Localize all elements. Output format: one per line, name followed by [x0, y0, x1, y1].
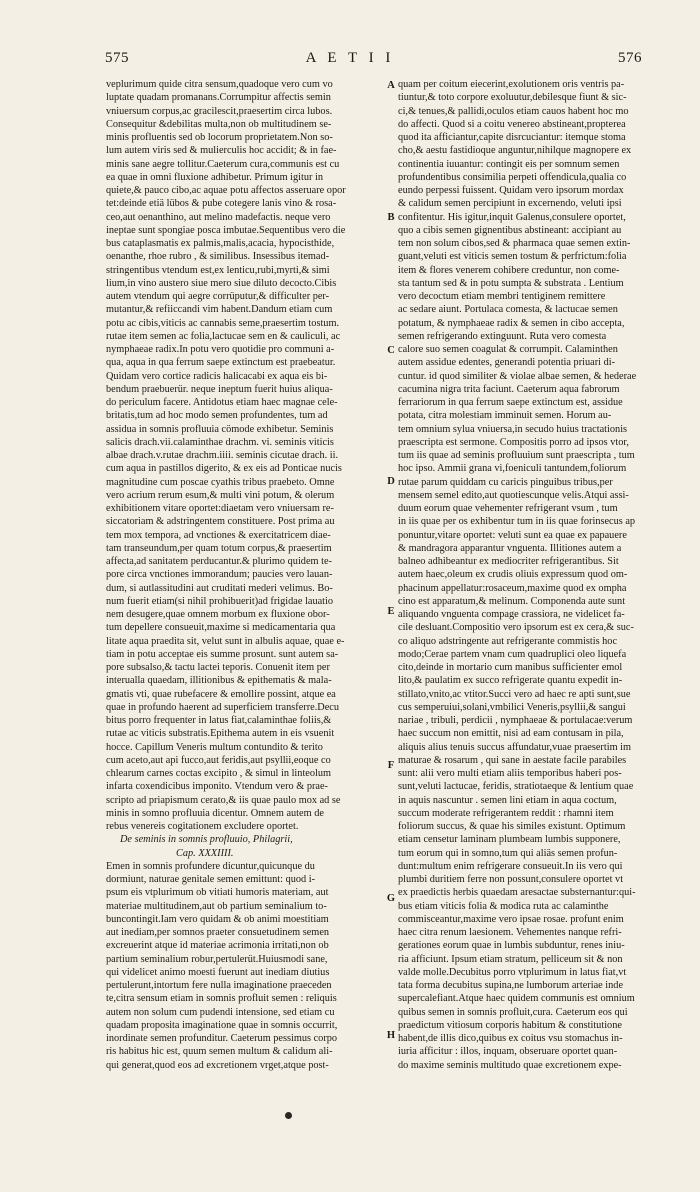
text-line: cum aceto,aut api fucco,aut feridis,aut psyllii,eoque co — [106, 754, 331, 766]
text-line: tem omnium sylua vniuersa,in secudo huius tractationis — [398, 423, 628, 435]
text-line: rutae parum quiddam cu caricis pinguibus tribus,per — [398, 476, 613, 488]
text-line: vniuersum corpus,ac gracilescit,praesertim circa lubos. — [106, 105, 333, 117]
text-line: supercalefiant.Atque haec quidem communis est omnium — [398, 993, 635, 1005]
text-line: potu ac cibis,viticis ac cannabis seme,praesertim tostum. — [106, 317, 340, 329]
text-line: praescripta est sermone. Compositis porro ad ipsos vtor, — [398, 436, 629, 448]
text-line: & calidum semen percipiunt in excernendo, veluti ipsi — [398, 198, 622, 210]
text-line: inordinate semen profunditur. Caeterum pessimus corpo — [106, 1033, 338, 1044]
text-line: lito,& paulatim ex succo refrigerate quantu expedit in- — [398, 675, 623, 687]
text-line: ria afficiunt. Ipsum etiam stratum, pelliceum sit & non — [398, 953, 623, 965]
text-line: hocce. Capillum Veneris multum contundito & terito — [106, 741, 323, 753]
text-line: Consequitur &debilitas multa,non ob multitudinem se- — [106, 118, 332, 130]
text-line: rebus venereis cogitationem excludere oportet. — [106, 821, 299, 832]
text-line: minis profluentis sed ob locorum proprietatem.Non so- — [106, 132, 333, 143]
text-line: quae in profundo haerent ad superficiem transferre.Decu — [106, 701, 340, 713]
text-line: litate aqua praedita sit, velut sunt in albulis aquae, quae e- — [106, 635, 345, 647]
text-line: quiete,& pauco cibo,ac aquae potu affectos asseruare opor — [106, 185, 346, 196]
text-line: tiam in potu acceptae eis summe prosunt. sunt autem sa- — [106, 648, 339, 660]
text-line: profundentibus consimilia perpeti offendicula,qualia co — [398, 171, 627, 183]
text-line: plumbi duritiem ferre non possunt,consulere oportet vt — [398, 874, 624, 885]
text-line: lum autem viris sed & mulierculis hoc accidit; & in fae- — [106, 145, 337, 157]
text-line: ea quae in omni fluxione adhibetur. Primum igitur in — [106, 171, 324, 183]
text-line: in aquis nascuntur . semen lini etiam in aqua coctum, — [398, 794, 617, 806]
text-line: cho,& aestu fastidioque anguntur,nihilque magnopere ex — [398, 145, 632, 157]
text-line: assidua in somnis profluuia cömode exhibetur. Seminis — [106, 423, 334, 435]
text-line: haec succum non emittit, nisi ad eam contusam in pila, — [398, 728, 624, 740]
text-line: chlearum carnes coctas excipito , & simul in linteolum — [106, 768, 332, 779]
text-line: aut inediam,per somnos praeter consuetudinem semen — [106, 927, 330, 938]
text-line: tiuntur,& toto corpore exoluutur,debilesque fiunt & sic- — [398, 92, 627, 104]
text-line: cus semperuiui,solani,vmbilici Veneris,psyllii,& sangui — [398, 701, 626, 713]
text-line: dunt:multum enim refrigerare consueuit.In iis vero qui — [398, 860, 623, 872]
text-line: quo a cibis semen gignentibus abstineant: accipiant au — [398, 224, 622, 236]
text-line: sta tantum sed & in potu sumpta & substrata . Lentium — [398, 277, 624, 289]
margin-section-letter: B — [387, 212, 395, 223]
text-line: bus etiam viticis folia & modica ruta ac calaminthe — [398, 900, 609, 912]
text-line: dormiunt, naturae genitale semen emittunt: quod i- — [106, 874, 316, 885]
text-line: tet:deinde etiä lübos & pube cotegere lanis vino & rosa- — [106, 198, 337, 210]
text-line: tum depellere consueuit,maxime si medicamentaria qua — [106, 622, 336, 634]
text-line: tata forma decubitus supina,ne lumborum arteriae inde — [398, 980, 624, 991]
left-text-column — [106, 78, 384, 1072]
text-line: ris habitus hic est, quum semen multum & calidum ali- — [106, 1046, 333, 1058]
text-line: tum eorum qui in somno,tum qui aliäs semen profun- — [398, 847, 618, 859]
text-line: etiam censetur laminam plumbeam lumbis supponere, — [398, 834, 621, 846]
text-line: duum eorum quae vehementer refrigerant vsum , tum — [398, 503, 618, 514]
text-line: haec citra renum laesionem. Vehementes nanque refri- — [398, 927, 622, 938]
text-line: phacinum appellatur:rosaceum,maxime quod ex ompha — [398, 582, 627, 594]
text-line: & mandragora apparantur vnguenta. Illitiones autem a — [398, 542, 622, 554]
text-line: qui videlicet animo moesti fuerunt aut inediam diutius — [106, 966, 330, 978]
text-line: do maxime seminis multitudo quae excretionem expe- — [398, 1059, 622, 1071]
text-line: commisceantur,maxime vero ipsae rosae. profunt enim — [398, 913, 624, 925]
text-line: siccatoriam & adstringentem constituere. Post prima au — [106, 516, 335, 528]
text-line: psum eis vtplurimum ob vitiati humoris materiam, aut — [106, 887, 329, 899]
text-line: cum aqua in pastillos digerito, & ex eis ad Ponticae nucis — [106, 463, 342, 475]
text-line: hoc ipso. Ammii grana vi,foeniculi tantundem,foliorum — [398, 463, 627, 475]
text-line: qui generat,quod eos ad excretionem vrget,atque post- — [106, 1059, 329, 1071]
text-line: te,citra sensum etiam in somnis profluit semen : reliquis — [106, 993, 337, 1005]
text-line: ac sedare aiunt. Portulaca comesta, & lactucae semen — [398, 304, 618, 316]
text-line: cile desluant.Compositio vero ipsorum est ex cera,& suc- — [398, 622, 634, 634]
text-line: gmatis vti, quae rubefacere & emollire possint, atque ea — [106, 688, 336, 700]
text-line: aliquis alius tenuis succus affundatur,vuae praesertim im — [398, 741, 632, 753]
text-line: balneo adhibeantur ex mediocriter refrigerantibus. Sit — [398, 556, 619, 567]
text-line: Cap. XXXIIII. — [176, 847, 234, 859]
text-line: bus cataplasmatis ex palmis,malis,acacia, hypocisthide, — [106, 238, 335, 249]
text-line: rutae item semen ac folia,lactucae sem en & cauliculi, ac — [106, 330, 341, 342]
text-line: in iis quae per os exhibentur tum in iis quae forinsecus ap — [398, 516, 636, 528]
text-line: magnitudine cum poscae cyathis tribus praebeto. Omne — [106, 476, 335, 488]
text-line: De seminis in somnis profluuio, Philagrii, — [120, 834, 293, 846]
text-line: guant,veluti est viticis semen tostum & perfrictum:folia — [398, 251, 627, 263]
text-line: quibus semen in somnis profluit,cura. Caeterum eos qui — [398, 1006, 628, 1018]
text-line: autem non solum cum pudendi intensione, sed etiam cu — [106, 1006, 335, 1018]
text-line: cacumina nigra trita faciunt. Caeterum aqua fabrorum — [398, 383, 620, 395]
text-line: tum iis quae ad seminis profluuium sunt praescripta , tum — [398, 450, 635, 461]
text-line: semen refrigerando extinguunt. Ruta vero comesta — [398, 330, 607, 342]
text-line: dum, si autlassitudini aut cruditati mederi velimus. Bo- — [106, 582, 333, 594]
text-line: stillato,vnito,ac vtitor.Succi vero ad haec re apti sunt,sue — [398, 688, 631, 700]
text-line: ex praedictis herbis quaedam aresactae substernantur:qui- — [398, 887, 636, 899]
text-line: quam per coitum eiecerint,exolutionem oris ventris pa- — [398, 79, 625, 90]
text-line: cino est apparatum,& melinum. Componenda aute sunt — [398, 595, 626, 607]
text-line: nariae , tribuli, perdicii , nymphaeae & portulacae:verum — [398, 715, 633, 726]
text-line: infarta coxendicibus imponito. Vtendum vero & prae- — [106, 781, 328, 793]
text-line: pore subsalso,& tactu lactei teporis. Conuenit item per — [106, 662, 330, 673]
text-line: potata, citra molestiam imminuit semen. Horum au- — [398, 410, 612, 422]
text-line: vero acrium rerum esum,& multi vini potum, & olerum — [106, 489, 335, 501]
text-line: pore circa vnctiones immorandum; paucies vero lauan- — [106, 569, 333, 581]
text-line: rutae ac viticis substratis.Epithema autem in eis vsuenit — [106, 728, 335, 740]
text-line: ferrariorum in qua ferrum saepe extinctum est, assidue — [398, 397, 623, 408]
margin-section-letter: F — [387, 760, 395, 771]
page-number-right: 576 — [618, 50, 642, 66]
text-line: mutantur,& refiiccandi vim habent.Dandum etiam cum — [106, 304, 333, 316]
margin-section-letter: G — [386, 893, 396, 904]
text-line: do periculum facere. Antidotus etiam haec magnae cele- — [106, 397, 338, 408]
text-line: pertulerunt,intortum fere nulla imaginatione praeceden — [106, 980, 332, 991]
text-line: ci,& tenues,& pallidi,oculos etiam cauos habent hoc mo — [398, 105, 629, 117]
margin-section-letter: C — [387, 345, 395, 356]
text-line: bendum praebuerür. neque ineptum fuerit huius aliqua- — [106, 383, 333, 395]
text-line: continentia iuuantur: contingit eis per somnum semen — [398, 158, 620, 170]
text-line: co aliquo adstringente aut refrigerante commistis hoc — [398, 635, 618, 647]
text-line: interualla quaedam, illitionibus & epithematis & mala- — [106, 675, 332, 687]
text-line: albae drach.v.rutae drachm.iiii. seminis cicutae drach. ii. — [106, 450, 339, 461]
text-line: lium,in vino austero siue mero siue diluto decocto.Cibis — [106, 277, 337, 289]
margin-section-letter: H — [386, 1030, 396, 1041]
text-line: materiae multitudinem,aut ob partium seminalium to- — [106, 900, 327, 912]
text-line: excreuerint atque id materiae acrimonia irritati,non ob — [106, 940, 329, 952]
text-line: cito,deinde in mortario cum manibus sufficienter emol — [398, 662, 623, 673]
text-line: succum moderate refrigerantem reddit : rhamni item — [398, 807, 614, 819]
text-line: valde molle.Decubitus porro vtplurimum in latus fiat,vt — [398, 966, 627, 978]
text-line: foliorum succus, & quae his similes existunt. Optimum — [398, 821, 626, 832]
text-line: modo;Cerae partem vnam cum quadruplici oleo liquefa — [398, 648, 627, 660]
text-line: autem haec,oleum ex crudis oliuis expressum quod om- — [398, 569, 628, 581]
text-line: mensem semel edito,aut quotiescunque velis.Atqui assi- — [398, 489, 629, 501]
text-line: scripto ad priapismum cerato,& iis quae paulo mox ad se — [106, 794, 341, 806]
text-line: nem desugere,quae omnem morbum ex fluxione obor- — [106, 609, 330, 620]
text-line: sunt,veluti lactucae, feridis, stratiotaeque & lentium quae — [398, 781, 634, 793]
text-line: habent,de illis dico,quibus ex coitus vsu stomachus in- — [398, 1033, 623, 1044]
text-line: minis in somno profluuia dicentur. Omnem autem de — [106, 807, 324, 819]
text-line: cuntur. id quod similiter & violae albae semen, & hederae — [398, 370, 637, 382]
text-line: quod ita afficiantur,capite disrcuciantur: itemque stoma — [398, 132, 626, 143]
text-line: tem mox tempora, ad vnctiones & exercitatricem diae- — [106, 529, 331, 541]
text-line: eundo perpessi fuissent. Quidam vero ipsorum mordax — [398, 185, 624, 196]
text-line: praedictum vitiosum corporis habitum & constitutione — [398, 1019, 622, 1031]
text-line: sunt: alii vero multi etiam aliis temporibus haberi pos- — [398, 768, 622, 779]
text-line: veplurimum quide citra sensum,quadoque vero cum vo — [106, 79, 333, 90]
page-ornament-dot — [285, 1112, 292, 1119]
text-line: num fuerit etiam(si nihil prohibuerit)ad frigidae lauatio — [106, 595, 334, 607]
text-line: confitentur. His igitur,inquit Galenus,consulere oportet, — [398, 211, 626, 223]
text-line: qua, aqua in qua ferrum saepe extinctum est praebeatur. — [106, 357, 336, 369]
text-line: bitus porro frequenter in latus fiat,calaminthae foliis,& — [106, 715, 332, 726]
margin-section-letter: A — [387, 80, 395, 91]
text-line: salicis drach.vii.calaminthae drachm. vi. seminis viticis — [106, 436, 334, 448]
text-line: exhibitionem vitare oportet:diaetam vero vniuersam re- — [106, 503, 334, 514]
text-line: oenanthe, rhoe rubro , & similibus. Insessibus itemad- — [106, 251, 330, 263]
page-number-left: 575 — [105, 50, 129, 66]
text-line: partium seminalium robur,pertulerüt.Huiusmodi sane, — [106, 953, 328, 965]
text-line: autem vtendum qui aegre corrüputur,& difficulter per- — [106, 291, 330, 302]
text-line: potatum, & nymphaeae radix & semen in cibo accepta, — [398, 317, 625, 329]
text-line: autem assidue edentes, generandi potentia priuari di- — [398, 357, 616, 369]
text-line: do affecti. Quod si a coitu venereo abstineant,propterea — [398, 118, 626, 130]
right-text-column — [398, 78, 676, 1072]
text-line: ponuntur,vitare oportet: veluti sunt ea quae ex papauere — [398, 529, 627, 541]
text-line: tem non solum cibos,sed & pharmaca quae semen extin- — [398, 238, 631, 249]
text-line: luptate quadam promanans.Corrumpitur affectis semin — [106, 92, 331, 104]
text-line: calore suo semen coagulat & corrumpit. Calaminthen — [398, 344, 618, 355]
text-line: britatis,tum ad hoc modo semen profundentes, tum ad — [106, 410, 328, 422]
margin-section-letter: D — [387, 476, 395, 487]
text-line: Emen in somnis profundere dicuntur,quicunque du — [106, 860, 315, 872]
text-line: Quidam vero cortice radicis halicacabi ex aqua eis bi- — [106, 370, 328, 382]
text-line: tam transeundum,per quam totum corpus,& praesertim — [106, 542, 332, 554]
running-title: A E T I I — [305, 50, 395, 66]
text-line: maturae & rosarum , qui sane in aestate facile parabiles — [398, 754, 627, 766]
text-line: stringentibus vtendum est,ex lenticu,rubi,myrti,& simi — [106, 264, 330, 276]
text-line: affecta,ad sanitatem perducantur.& plurimo quidem te- — [106, 556, 332, 567]
text-line: quadam proposita imaginatione quae in somnis occurrit, — [106, 1019, 338, 1031]
text-line: ceo,aut oenanthino, aut melino madefactis. neque vero — [106, 211, 331, 223]
text-line: buncontingit.Iam vero quidam & ob animi moestitiam — [106, 913, 329, 925]
text-line: aliquando vnguenta compage crassiora, ne videlicet fa- — [398, 609, 625, 620]
text-line: nymphaeae radix.In potu vero quotidie pro communi a- — [106, 344, 335, 355]
text-line: minis sane aegre tollitur.Caeterum cura,communis est cu — [106, 158, 340, 170]
text-line: gerationes eorum quae in lumbis subduntur, renes iniu- — [398, 940, 625, 952]
text-line: ineptae sunt spongiae posca imbutae.Sequentibus vero die — [106, 224, 346, 236]
text-line: item & flores venerem cohibere creduntur, non come- — [398, 264, 620, 276]
text-line: iuria afficitur : illos, inquam, obseruare oportet quan- — [398, 1046, 618, 1058]
margin-section-letter: E — [387, 606, 395, 617]
text-line: vero decoctum etiam membri tentiginem remittere — [398, 291, 606, 302]
